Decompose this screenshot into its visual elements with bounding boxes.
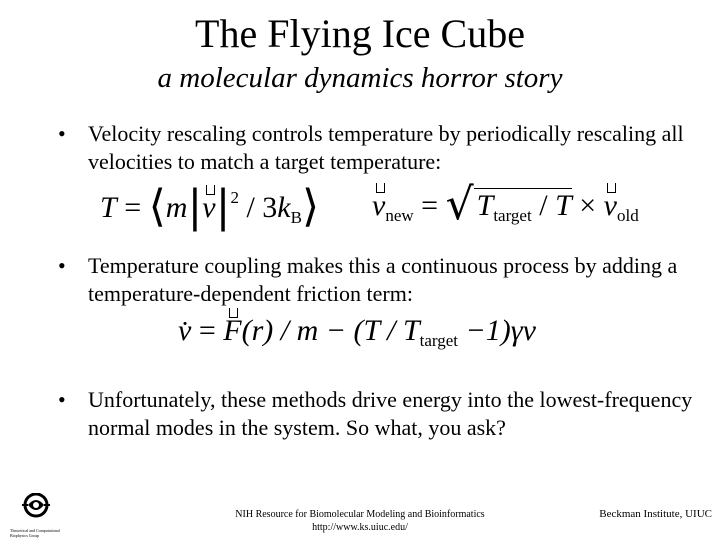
group-logo <box>10 493 62 538</box>
eq-symbol-T: T <box>555 189 572 222</box>
eq-subscript-target: target <box>493 206 532 225</box>
eq-close-bracket: ⟩ <box>301 181 320 232</box>
eq-symbol-v-old: v <box>603 189 617 222</box>
bullet-text: Unfortunately, these methods drive energy into the lowest-frequency normal modes in the system. So what, you ask? <box>88 387 693 440</box>
eq-open-bracket: ⟨ <box>148 181 166 232</box>
eq-subscript-old: old <box>617 206 639 225</box>
eq-equals: = <box>198 314 216 347</box>
bullet-marker: • <box>58 253 66 278</box>
bullet-text: Temperature coupling makes this a continuous process by adding a temperature-dependent friction term: <box>88 253 678 306</box>
bullet-marker: • <box>58 121 66 146</box>
eq-symbol-v-new: v <box>372 189 386 222</box>
eq-divide: / <box>539 189 548 222</box>
eq-equals: = <box>421 189 439 222</box>
eq-symbol-v: v <box>202 191 216 224</box>
eq-term-r-m-T: (r) / m − (T / T <box>241 314 420 347</box>
bullet-unfortunately <box>58 386 698 442</box>
footer-center <box>200 508 520 534</box>
bullet-temperature-coupling <box>58 252 698 308</box>
eq-sqrt-body <box>474 188 572 226</box>
eq-subscript-B: B <box>290 208 302 227</box>
eq-exponent: 2 <box>230 188 239 207</box>
eq-symbol-T: T <box>100 191 117 224</box>
equation-temperature: $T = ⟨m|v|^2$ / $3k_B⟩$ <box>100 181 320 232</box>
slide-title: The Flying Ice Cube <box>195 11 525 56</box>
group-logo-icon <box>10 493 62 521</box>
equation-friction <box>178 314 536 351</box>
eq-divide-3: / 3 <box>246 191 278 224</box>
slide-subtitle: a molecular dynamics horror story <box>157 62 563 94</box>
bullet-velocity-rescaling <box>58 120 698 176</box>
footer-url[interactable]: http://www.ks.uiuc.edu/ <box>312 522 408 533</box>
footer-institution: Beckman Institute, UIUC <box>599 508 712 520</box>
bullet-text: Velocity rescaling controls temperature by periodically rescaling all velocities to match a target temperature: <box>88 121 684 174</box>
equation-velocity-rescale <box>372 179 639 230</box>
logo-caption: Theoretical and Computational <box>10 528 60 533</box>
eq-sqrt-sign: √ <box>445 179 474 230</box>
eq-symbol-F: F <box>223 314 242 347</box>
eq-subscript-new: new <box>385 206 414 225</box>
eq-symbol-vdot: v̇ <box>178 314 192 347</box>
eq-times: × <box>579 189 597 222</box>
eq-subscript-target: target <box>419 331 459 350</box>
logo-caption: Biophysics Group <box>10 533 39 538</box>
footer-resource-name: NIH Resource for Biomolecular Modeling and Bioinformatics <box>235 509 485 520</box>
eq-term-gamma-v: −1)γv <box>465 314 536 347</box>
eq-symbol-k: k <box>277 191 291 224</box>
eq-symbol-T-target: T <box>476 189 494 222</box>
eq-symbol-m: m <box>165 191 188 224</box>
bullet-marker: • <box>58 387 66 412</box>
eq-equals: = <box>124 191 142 224</box>
